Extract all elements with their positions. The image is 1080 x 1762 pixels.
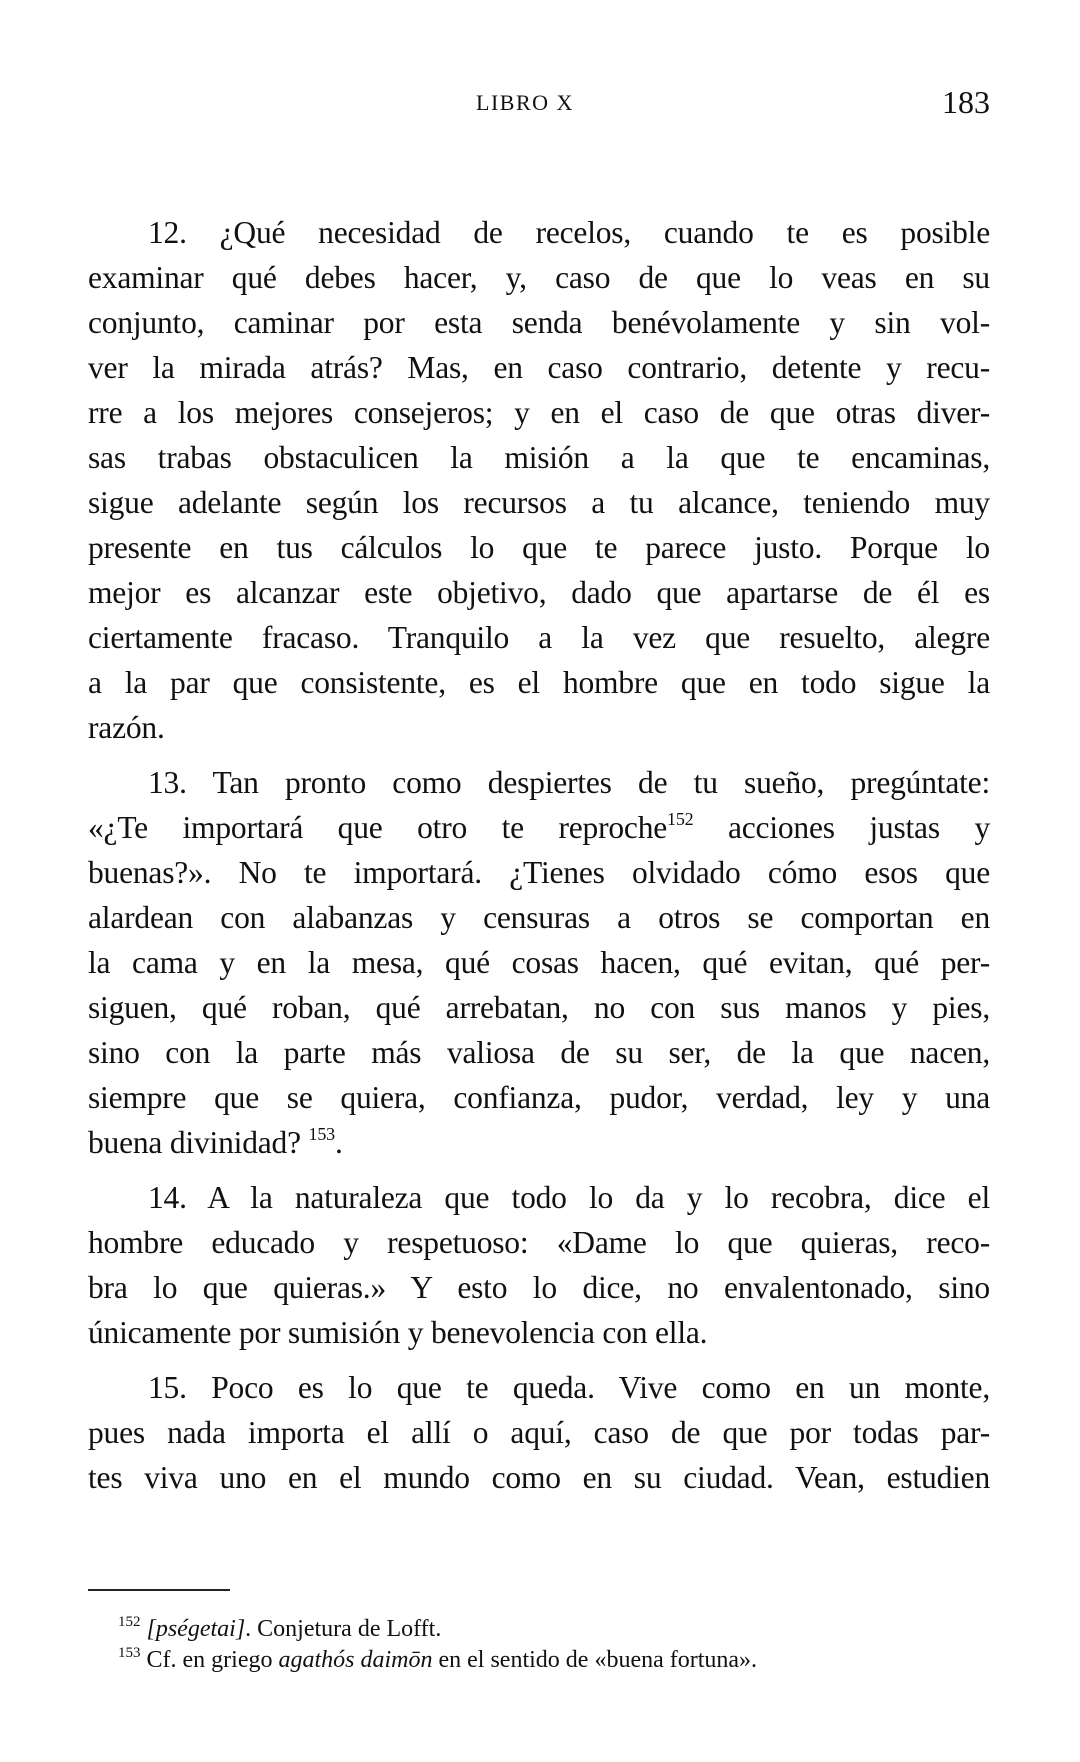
- text-line: únicamente por sumisión y benevolencia con ella.: [88, 1315, 708, 1350]
- footnote-ref-152[interactable]: 152: [667, 809, 694, 829]
- paragraph-12: [88, 210, 990, 750]
- text-line: 13. Tan pronto como despiertes de tu sueño, pregúntate:: [148, 765, 990, 800]
- text-line: pues nada importa el allí o aquí, caso de que por todas par-: [88, 1415, 990, 1450]
- body-text: [88, 210, 990, 1510]
- text-line: [88, 1120, 990, 1165]
- text-line: rre a los mejores consejeros; y en el caso de que otras diver-: [88, 395, 990, 430]
- footnote-italic: [pségetai]: [146, 1616, 246, 1642]
- text-line: a la par que consistente, es el hombre que en todo sigue la: [88, 665, 990, 700]
- text-line: presente en tus cálculos lo que te parece justo. Porque lo: [88, 530, 990, 565]
- text-line: razón.: [88, 710, 165, 745]
- paragraph-15: [88, 1365, 990, 1500]
- footnote-153: [118, 1645, 998, 1676]
- text-line: buenas?». No te importará. ¿Tienes olvidado cómo esos que: [88, 855, 990, 890]
- text-line: alardean con alabanzas y censuras a otros se comportan en: [88, 900, 990, 935]
- footnotes: [118, 1614, 998, 1676]
- footnote-italic: agathós daimōn: [278, 1647, 433, 1673]
- text-line: hombre educado y respetuoso: «Dame lo que quieras, reco-: [88, 1225, 990, 1260]
- text-line: conjunto, caminar por esta senda benévolamente y sin vol-: [88, 305, 990, 340]
- footnote-text: en el sentido de «buena fortuna».: [432, 1647, 758, 1673]
- text-line: la cama y en la mesa, qué cosas hacen, qué evitan, qué per-: [88, 945, 990, 980]
- page-number: 183: [942, 84, 990, 120]
- text-line: siempre que se quiera, confianza, pudor, verdad, ley y una: [88, 1080, 990, 1115]
- text-line: siguen, qué roban, qué arrebatan, no con sus manos y pies,: [88, 990, 990, 1025]
- footnote-text: Cf. en griego: [146, 1647, 279, 1673]
- text-segment: «¿Te importará que otro te reproche: [88, 810, 668, 845]
- footnote-number: 152: [118, 1614, 141, 1630]
- paragraph-13: [88, 760, 990, 1165]
- text-line: sas trabas obstaculicen la misión a la que te encaminas,: [88, 440, 990, 475]
- footnote-number: 153: [118, 1645, 141, 1661]
- text-line: ciertamente fracaso. Tranquilo a la vez que resuelto, alegre: [88, 620, 990, 655]
- text-line: 14. A la naturaleza que todo lo da y lo recobra, dice el: [148, 1180, 990, 1215]
- paragraph-14: [88, 1175, 990, 1355]
- text-segment: buena divinidad?: [88, 1125, 309, 1160]
- text-line: 15. Poco es lo que te queda. Vive como en un monte,: [148, 1370, 990, 1405]
- text-line: [88, 805, 990, 850]
- text-line: sigue adelante según los recursos a tu alcance, teniendo muy: [88, 485, 990, 520]
- text-line: examinar qué debes hacer, y, caso de que lo veas en su: [88, 260, 990, 295]
- text-segment: acciones justas y: [693, 810, 990, 845]
- text-line: mejor es alcanzar este objetivo, dado que apartarse de él es: [88, 575, 990, 610]
- running-head: [88, 84, 990, 124]
- running-title: LIBRO X: [476, 90, 574, 115]
- text-line: bra lo que quieras.» Y esto lo dice, no envalentonado, sino: [88, 1270, 990, 1305]
- text-segment: .: [334, 1125, 343, 1160]
- footnote-ref-153[interactable]: 153: [308, 1124, 335, 1144]
- text-line: sino con la parte más valiosa de su ser, de la que nacen,: [88, 1035, 990, 1070]
- footnote-text: . Conjetura de Lofft.: [245, 1616, 442, 1642]
- text-line: ver la mirada atrás? Mas, en caso contrario, detente y recu-: [88, 350, 990, 385]
- text-line: 12. ¿Qué necesidad de recelos, cuando te es posible: [148, 215, 990, 250]
- footnote-152: [118, 1614, 998, 1645]
- footnote-separator: [88, 1589, 230, 1591]
- text-line: tes viva uno en el mundo como en su ciudad. Vean, estudien: [88, 1460, 990, 1495]
